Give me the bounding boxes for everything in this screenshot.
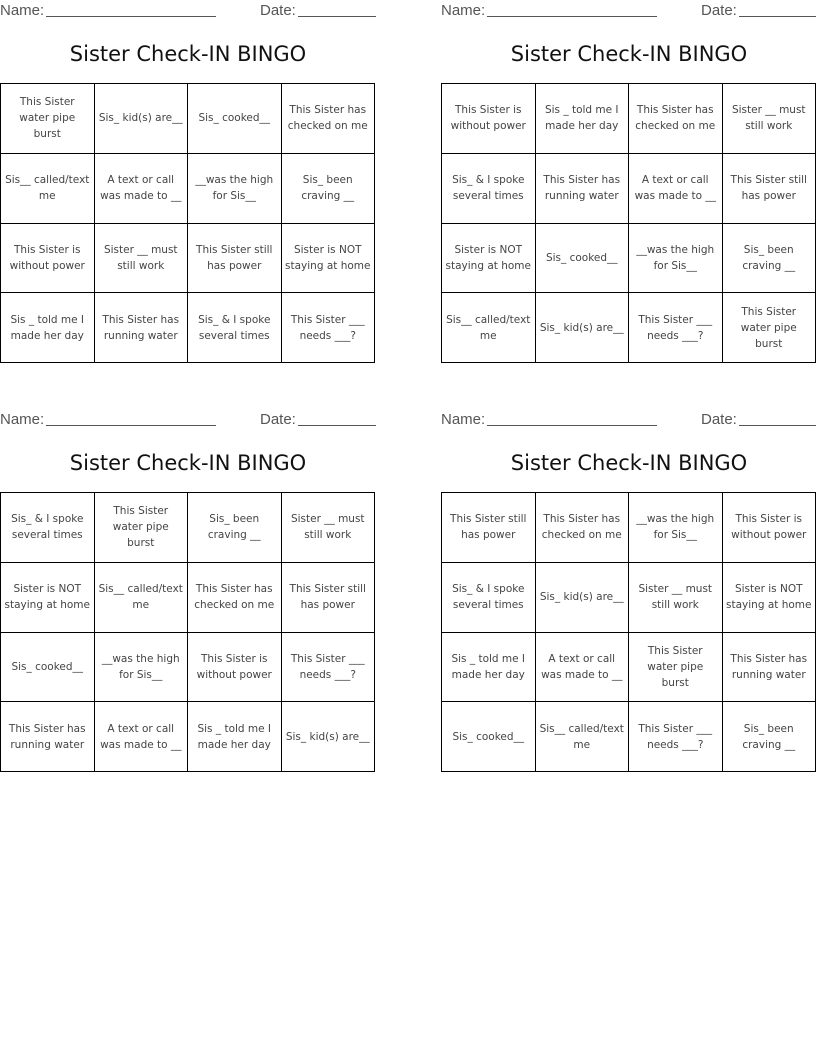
bingo-cell[interactable]: This Sister still has power <box>188 224 282 294</box>
bingo-grid <box>0 83 375 363</box>
bingo-cell[interactable]: Sis__ called/text me <box>442 293 536 363</box>
bingo-grid <box>441 492 816 772</box>
bingo-cell[interactable]: Sis_ kid(s) are__ <box>95 84 189 154</box>
bingo-cell[interactable]: Sis_ & I spoke several times <box>442 563 536 633</box>
bingo-cell[interactable]: This Sister has running water <box>536 154 630 224</box>
card-title: Sister Check-IN BINGO <box>69 42 307 66</box>
bingo-cell[interactable]: This Sister is without power <box>723 493 816 563</box>
bingo-cell[interactable]: __was the high for Sis__ <box>629 493 723 563</box>
bingo-cell[interactable]: __was the high for Sis__ <box>188 154 282 224</box>
name-blank[interactable] <box>487 16 657 17</box>
bingo-cell[interactable]: Sister is NOT staying at home <box>1 563 95 633</box>
bingo-cell[interactable]: This Sister ___ needs ___? <box>629 702 723 772</box>
bingo-cell[interactable]: Sis_ cooked__ <box>536 224 630 294</box>
card-title: Sister Check-IN BINGO <box>69 451 307 475</box>
date-label: Date: <box>260 2 296 19</box>
bingo-cell[interactable]: Sis_ cooked__ <box>1 633 95 703</box>
bingo-cell[interactable]: This Sister has checked on me <box>282 84 376 154</box>
bingo-cell[interactable]: Sis_ been craving __ <box>723 702 816 772</box>
bingo-cell[interactable]: This Sister water pipe burst <box>629 633 723 703</box>
bingo-cell[interactable]: Sis_ been craving __ <box>188 493 282 563</box>
bingo-cell[interactable]: This Sister water pipe burst <box>95 493 189 563</box>
bingo-cell[interactable]: Sis_ cooked__ <box>188 84 282 154</box>
bingo-cell[interactable]: This Sister ___ needs ___? <box>282 293 376 363</box>
name-blank[interactable] <box>46 425 216 426</box>
date-label: Date: <box>701 411 737 428</box>
bingo-cell[interactable]: Sister is NOT staying at home <box>282 224 376 294</box>
date-blank[interactable] <box>298 16 376 17</box>
name-blank[interactable] <box>46 16 216 17</box>
card-header <box>0 0 376 22</box>
name-label: Name: <box>0 2 45 19</box>
card-title: Sister Check-IN BINGO <box>510 42 748 66</box>
bingo-cell[interactable]: This Sister is without power <box>1 224 95 294</box>
date-label: Date: <box>701 2 737 19</box>
bingo-cell[interactable]: This Sister has running water <box>723 633 816 703</box>
bingo-cell[interactable]: Sis__ called/text me <box>95 563 189 633</box>
bingo-cell[interactable]: This Sister still has power <box>442 493 536 563</box>
bingo-cell[interactable]: Sis_ cooked__ <box>442 702 536 772</box>
bingo-cell[interactable]: Sister is NOT staying at home <box>723 563 816 633</box>
bingo-cell[interactable]: This Sister water pipe burst <box>723 293 816 363</box>
bingo-grid <box>441 83 816 363</box>
bingo-cell[interactable]: This Sister has checked on me <box>629 84 723 154</box>
bingo-cell[interactable]: This Sister ___ needs ___? <box>282 633 376 703</box>
bingo-cell[interactable]: This Sister has checked on me <box>188 563 282 633</box>
bingo-card-4 <box>441 409 816 781</box>
bingo-cell[interactable]: Sis _ told me I made her day <box>442 633 536 703</box>
bingo-cell[interactable]: This Sister water pipe burst <box>1 84 95 154</box>
bingo-cell[interactable]: A text or call was made to __ <box>95 154 189 224</box>
bingo-cell[interactable]: A text or call was made to __ <box>536 633 630 703</box>
bingo-cell[interactable]: Sister __ must still work <box>95 224 189 294</box>
bingo-cell[interactable]: Sis_ been craving __ <box>723 224 816 294</box>
date-blank[interactable] <box>739 16 816 17</box>
bingo-cell[interactable]: __was the high for Sis__ <box>629 224 723 294</box>
bingo-cell[interactable]: Sister __ must still work <box>282 493 376 563</box>
bingo-cell[interactable]: A text or call was made to __ <box>95 702 189 772</box>
bingo-cell[interactable]: This Sister still has power <box>723 154 816 224</box>
bingo-card-2 <box>441 0 816 372</box>
bingo-cell[interactable]: Sis_ kid(s) are__ <box>536 293 630 363</box>
bingo-cell[interactable]: This Sister is without power <box>188 633 282 703</box>
bingo-cell[interactable]: Sis_ kid(s) are__ <box>536 563 630 633</box>
name-label: Name: <box>0 411 45 428</box>
date-blank[interactable] <box>298 425 376 426</box>
card-title: Sister Check-IN BINGO <box>510 451 748 475</box>
card-header <box>0 409 376 431</box>
date-label: Date: <box>260 411 296 428</box>
bingo-cell[interactable]: This Sister has checked on me <box>536 493 630 563</box>
bingo-cell[interactable]: Sister __ must still work <box>629 563 723 633</box>
bingo-cell[interactable]: __was the high for Sis__ <box>95 633 189 703</box>
bingo-cell[interactable]: Sis _ told me I made her day <box>1 293 95 363</box>
bingo-cell[interactable]: Sis_ been craving __ <box>282 154 376 224</box>
bingo-cell[interactable]: This Sister has running water <box>95 293 189 363</box>
name-label: Name: <box>441 2 486 19</box>
bingo-cell[interactable]: Sis _ told me I made her day <box>536 84 630 154</box>
bingo-cell[interactable]: This Sister has running water <box>1 702 95 772</box>
bingo-cell[interactable]: Sis_ kid(s) are__ <box>282 702 376 772</box>
bingo-cell[interactable]: Sis_ & I spoke several times <box>1 493 95 563</box>
card-header <box>441 409 816 431</box>
bingo-card-1 <box>0 0 376 372</box>
bingo-cell[interactable]: This Sister ___ needs ___? <box>629 293 723 363</box>
bingo-cell[interactable]: Sis__ called/text me <box>536 702 630 772</box>
bingo-cell[interactable]: A text or call was made to __ <box>629 154 723 224</box>
name-label: Name: <box>441 411 486 428</box>
bingo-grid <box>0 492 375 772</box>
bingo-cell[interactable]: This Sister is without power <box>442 84 536 154</box>
name-blank[interactable] <box>487 425 657 426</box>
bingo-cell[interactable]: Sister is NOT staying at home <box>442 224 536 294</box>
bingo-cell[interactable]: Sis__ called/text me <box>1 154 95 224</box>
bingo-cell[interactable]: Sis _ told me I made her day <box>188 702 282 772</box>
bingo-cell[interactable]: Sis_ & I spoke several times <box>442 154 536 224</box>
bingo-cell[interactable]: Sis_ & I spoke several times <box>188 293 282 363</box>
bingo-card-3 <box>0 409 376 781</box>
bingo-cell[interactable]: This Sister still has power <box>282 563 376 633</box>
bingo-cell[interactable]: Sister __ must still work <box>723 84 816 154</box>
date-blank[interactable] <box>739 425 816 426</box>
card-header <box>441 0 816 22</box>
